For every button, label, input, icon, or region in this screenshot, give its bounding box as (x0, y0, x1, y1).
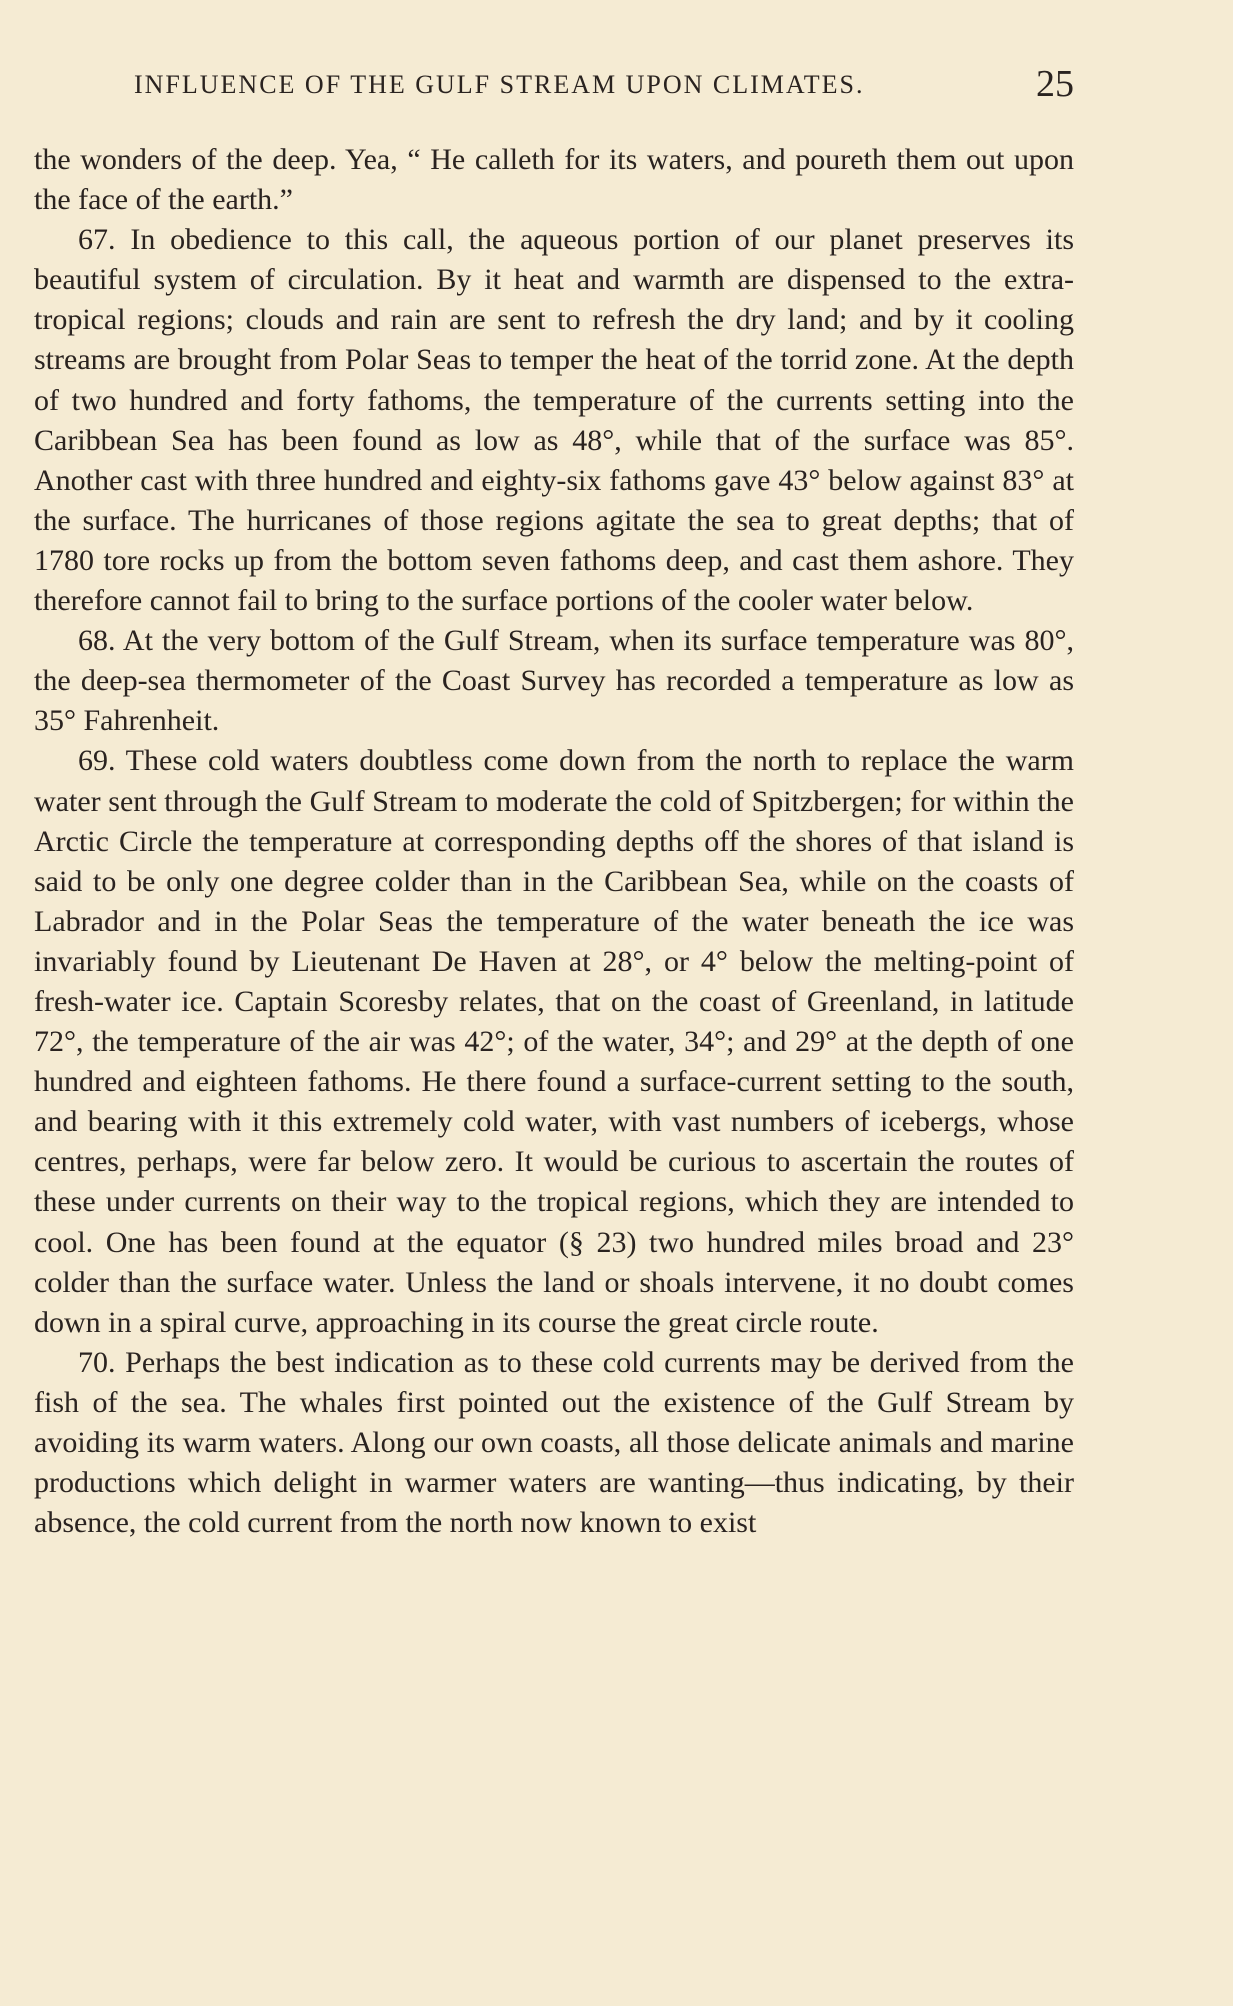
page-number: 25 (1036, 63, 1074, 105)
running-head (134, 62, 1074, 105)
paragraph-continuation: the wonders of the deep. Yea, “ He calleth for its waters, and poureth them out upon the face of the earth.” (34, 143, 1074, 217)
paragraph-68: 68. At the very bottom of the Gulf Stream, when its surface temperature was 80°, the deep-sea thermometer of the Coast Survey has recorded a temperature as low as 35° Fahrenheit. (34, 624, 1074, 738)
body-text (34, 140, 1074, 1543)
paragraph-70: 70. Perhaps the best indication as to these cold currents may be derived from the fish of the sea. The whales first pointed out the existence of the Gulf Stream by avoiding its warm waters. Along our own coasts, all those delicate animals and marine productions which delight in warmer waters are wanting—thus indicating, by their absence, the cold current from the north now known to exist (34, 1345, 1074, 1540)
paragraph-67: 67. In obedience to this call, the aqueous portion of our planet preserves its beautiful system of circulation. By it heat and warmth are dispensed to the extra-tropical regions; clouds and rain are sent to refresh the dry land; and by it cooling streams are brought from Polar Seas to temper the heat of the torrid zone. At the depth of two hundred and forty fathoms, the temperature of the currents setting into the Caribbean Sea has been found as low as 48°, while that of the surface was 85°. Another cast with three hundred and eighty-six fathoms gave 43° below against 83° at the surface. The hurricanes of those regions agitate the sea to great depths; that of 1780 tore rocks up from the bottom seven fathoms deep, and cast them ashore. They therefore cannot fail to bring to the surface portions of the cooler water below. (34, 223, 1074, 618)
running-title: INFLUENCE OF THE GULF STREAM UPON CLIMATES. (134, 70, 865, 99)
paragraph-69: 69. These cold waters doubtless come down from the north to replace the warm water sent through the Gulf Stream to moderate the cold of Spitzbergen; for within the Arctic Circle the temperature at corresponding depths off the shores of that island is said to be only one degree colder than in the Caribbean Sea, while on the coasts of Labrador and in the Polar Seas the temperature of the water beneath the ice was invariably found by Lieutenant De Haven at 28°, or 4° below the melting-point of fresh-water ice. Captain Scoresby relates, that on the coast of Greenland, in latitude 72°, the temperature of the air was 42°; of the water, 34°; and 29° at the depth of one hundred and eighteen fathoms. He there found a surface-current setting to the south, and bearing with it this extremely cold water, with vast numbers of icebergs, whose centres, perhaps, were far below zero. It would be curious to ascertain the routes of these under currents on their way to the tropical regions, which they are intended to cool. One has been found at the equator (§ 23) two hundred miles broad and 23° colder than the surface water. Unless the land or shoals intervene, it no doubt comes down in a spiral curve, approaching in its course the great circle route. (34, 744, 1074, 1339)
